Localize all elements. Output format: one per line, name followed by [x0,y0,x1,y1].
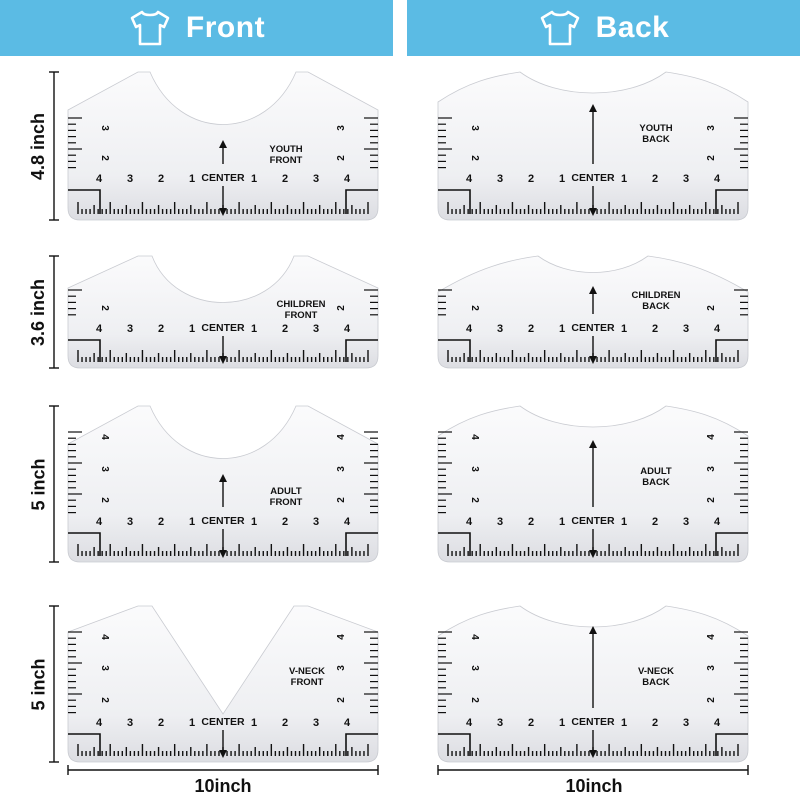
ruler-number: 1 [620,323,628,335]
side-number: 2 [706,155,717,161]
side-number: 2 [469,497,480,503]
ruler-number: 1 [558,717,566,729]
ruler-number: 2 [281,173,289,185]
ruler-number: 1 [620,516,628,528]
ruler-number: 3 [126,717,134,729]
ruler-number: 4 [343,516,351,528]
ruler-number: 4 [95,516,103,528]
template-title: ADULT [640,466,672,477]
side-number: 4 [469,634,480,640]
template-subtitle: FRONT [284,310,318,321]
side-number: 3 [99,466,110,472]
ruler-number: 3 [496,717,504,729]
side-number: 3 [706,125,717,131]
side-number: 3 [99,125,110,131]
ruler-template-front [68,256,378,368]
side-number: 3 [469,466,480,472]
ruler-number: 1 [188,323,196,335]
side-number: 2 [336,497,347,503]
ruler-number: 4 [465,323,473,335]
ruler-number: 3 [682,173,690,185]
ruler-number: 1 [250,516,258,528]
row-height-label: 3.6 inch [28,278,49,346]
ruler-number: 1 [558,323,566,335]
center-label: CENTER [571,322,615,334]
center-label: CENTER [201,172,245,184]
side-number: 3 [99,665,110,671]
ruler-number: 3 [312,173,320,185]
ruler-number: 4 [95,173,103,185]
ruler-template-back [438,256,748,368]
ruler-template-back [438,406,748,562]
template-title: YOUTH [269,144,303,155]
row-height-label: 5 inch [28,657,49,711]
ruler-number: 3 [496,323,504,335]
ruler-template-front [68,406,378,562]
ruler-number: 3 [682,323,690,335]
ruler-number: 3 [126,516,134,528]
ruler-number: 1 [188,717,196,729]
side-number: 3 [706,665,717,671]
side-number: 2 [99,497,110,503]
center-label: CENTER [571,515,615,527]
center-label: CENTER [571,716,615,728]
front-title: Front [185,11,266,44]
ruler-number: 2 [527,323,535,335]
ruler-number: 3 [126,173,134,185]
back-title: Back [595,11,670,44]
ruler-number: 4 [465,717,473,729]
ruler-number: 1 [558,173,566,185]
side-number: 3 [336,665,347,671]
ruler-number: 3 [682,516,690,528]
template-title: ADULT [270,486,302,497]
center-label: CENTER [201,716,245,728]
center-label: CENTER [201,322,245,334]
ruler-number: 3 [496,173,504,185]
ruler-number: 2 [157,516,165,528]
template-subtitle: BACK [642,301,670,312]
side-number: 4 [336,634,347,640]
side-number: 2 [336,305,347,311]
ruler-number: 3 [126,323,134,335]
side-number: 4 [469,434,480,440]
ruler-template-back [438,606,748,762]
side-number: 2 [336,697,347,703]
ruler-number: 4 [713,173,721,185]
side-number: 3 [706,466,717,472]
template-title: V-NECK [289,666,325,677]
template-title: V-NECK [638,666,674,677]
ruler-number: 4 [343,173,351,185]
template-subtitle: FRONT [269,497,303,508]
ruler-number: 4 [465,173,473,185]
template-subtitle: BACK [642,677,670,688]
side-number: 2 [469,697,480,703]
ruler-number: 4 [465,516,473,528]
ruler-number: 4 [343,717,351,729]
side-number: 3 [469,665,480,671]
ruler-number: 4 [713,516,721,528]
side-number: 3 [469,125,480,131]
ruler-number: 4 [95,323,103,335]
width-label: 10inch [194,776,252,796]
ruler-number: 2 [527,717,535,729]
template-title: YOUTH [639,123,673,134]
ruler-number: 2 [281,323,289,335]
ruler-number: 1 [620,717,628,729]
side-number: 2 [706,497,717,503]
side-number: 4 [706,434,717,440]
side-number: 2 [99,305,110,311]
side-number: 2 [99,155,110,161]
center-label: CENTER [201,515,245,527]
side-number: 3 [336,125,347,131]
ruler-number: 3 [496,516,504,528]
template-title: CHILDREN [276,299,326,310]
ruler-number: 1 [250,323,258,335]
ruler-number: 4 [343,323,351,335]
ruler-number: 1 [188,173,196,185]
ruler-number: 3 [312,323,320,335]
ruler-number: 2 [651,717,659,729]
ruler-number: 2 [651,516,659,528]
row-height-label: 4.8 inch [28,112,49,180]
side-number: 2 [99,697,110,703]
template-subtitle: FRONT [269,155,303,166]
ruler-number: 2 [157,323,165,335]
ruler-number: 2 [651,323,659,335]
ruler-number: 3 [312,516,320,528]
ruler-number: 4 [713,717,721,729]
side-number: 3 [336,466,347,472]
ruler-number: 1 [250,173,258,185]
ruler-number: 1 [558,516,566,528]
ruler-number: 2 [527,516,535,528]
side-number: 4 [99,634,110,640]
ruler-template-front [68,606,378,762]
ruler-number: 2 [281,717,289,729]
side-number: 4 [706,634,717,640]
side-number: 2 [469,305,480,311]
ruler-number: 2 [527,173,535,185]
ruler-number: 2 [157,173,165,185]
side-number: 2 [706,305,717,311]
side-number: 2 [336,155,347,161]
ruler-number: 3 [682,717,690,729]
ruler-template-front [68,72,378,220]
center-label: CENTER [571,172,615,184]
ruler-number: 1 [620,173,628,185]
ruler-number: 1 [250,717,258,729]
side-number: 2 [706,697,717,703]
side-number: 4 [99,434,110,440]
ruler-number: 2 [651,173,659,185]
template-subtitle: BACK [642,134,670,145]
template-subtitle: FRONT [290,677,324,688]
ruler-number: 4 [95,717,103,729]
ruler-number: 4 [713,323,721,335]
ruler-number: 2 [281,516,289,528]
ruler-number: 2 [157,717,165,729]
ruler-number: 1 [188,516,196,528]
width-label: 10inch [565,776,623,796]
template-title: CHILDREN [631,290,681,301]
side-number: 2 [469,155,480,161]
ruler-template-back [438,72,748,220]
template-subtitle: BACK [642,477,670,488]
row-height-label: 5 inch [28,457,49,511]
ruler-number: 3 [312,717,320,729]
side-number: 4 [336,434,347,440]
